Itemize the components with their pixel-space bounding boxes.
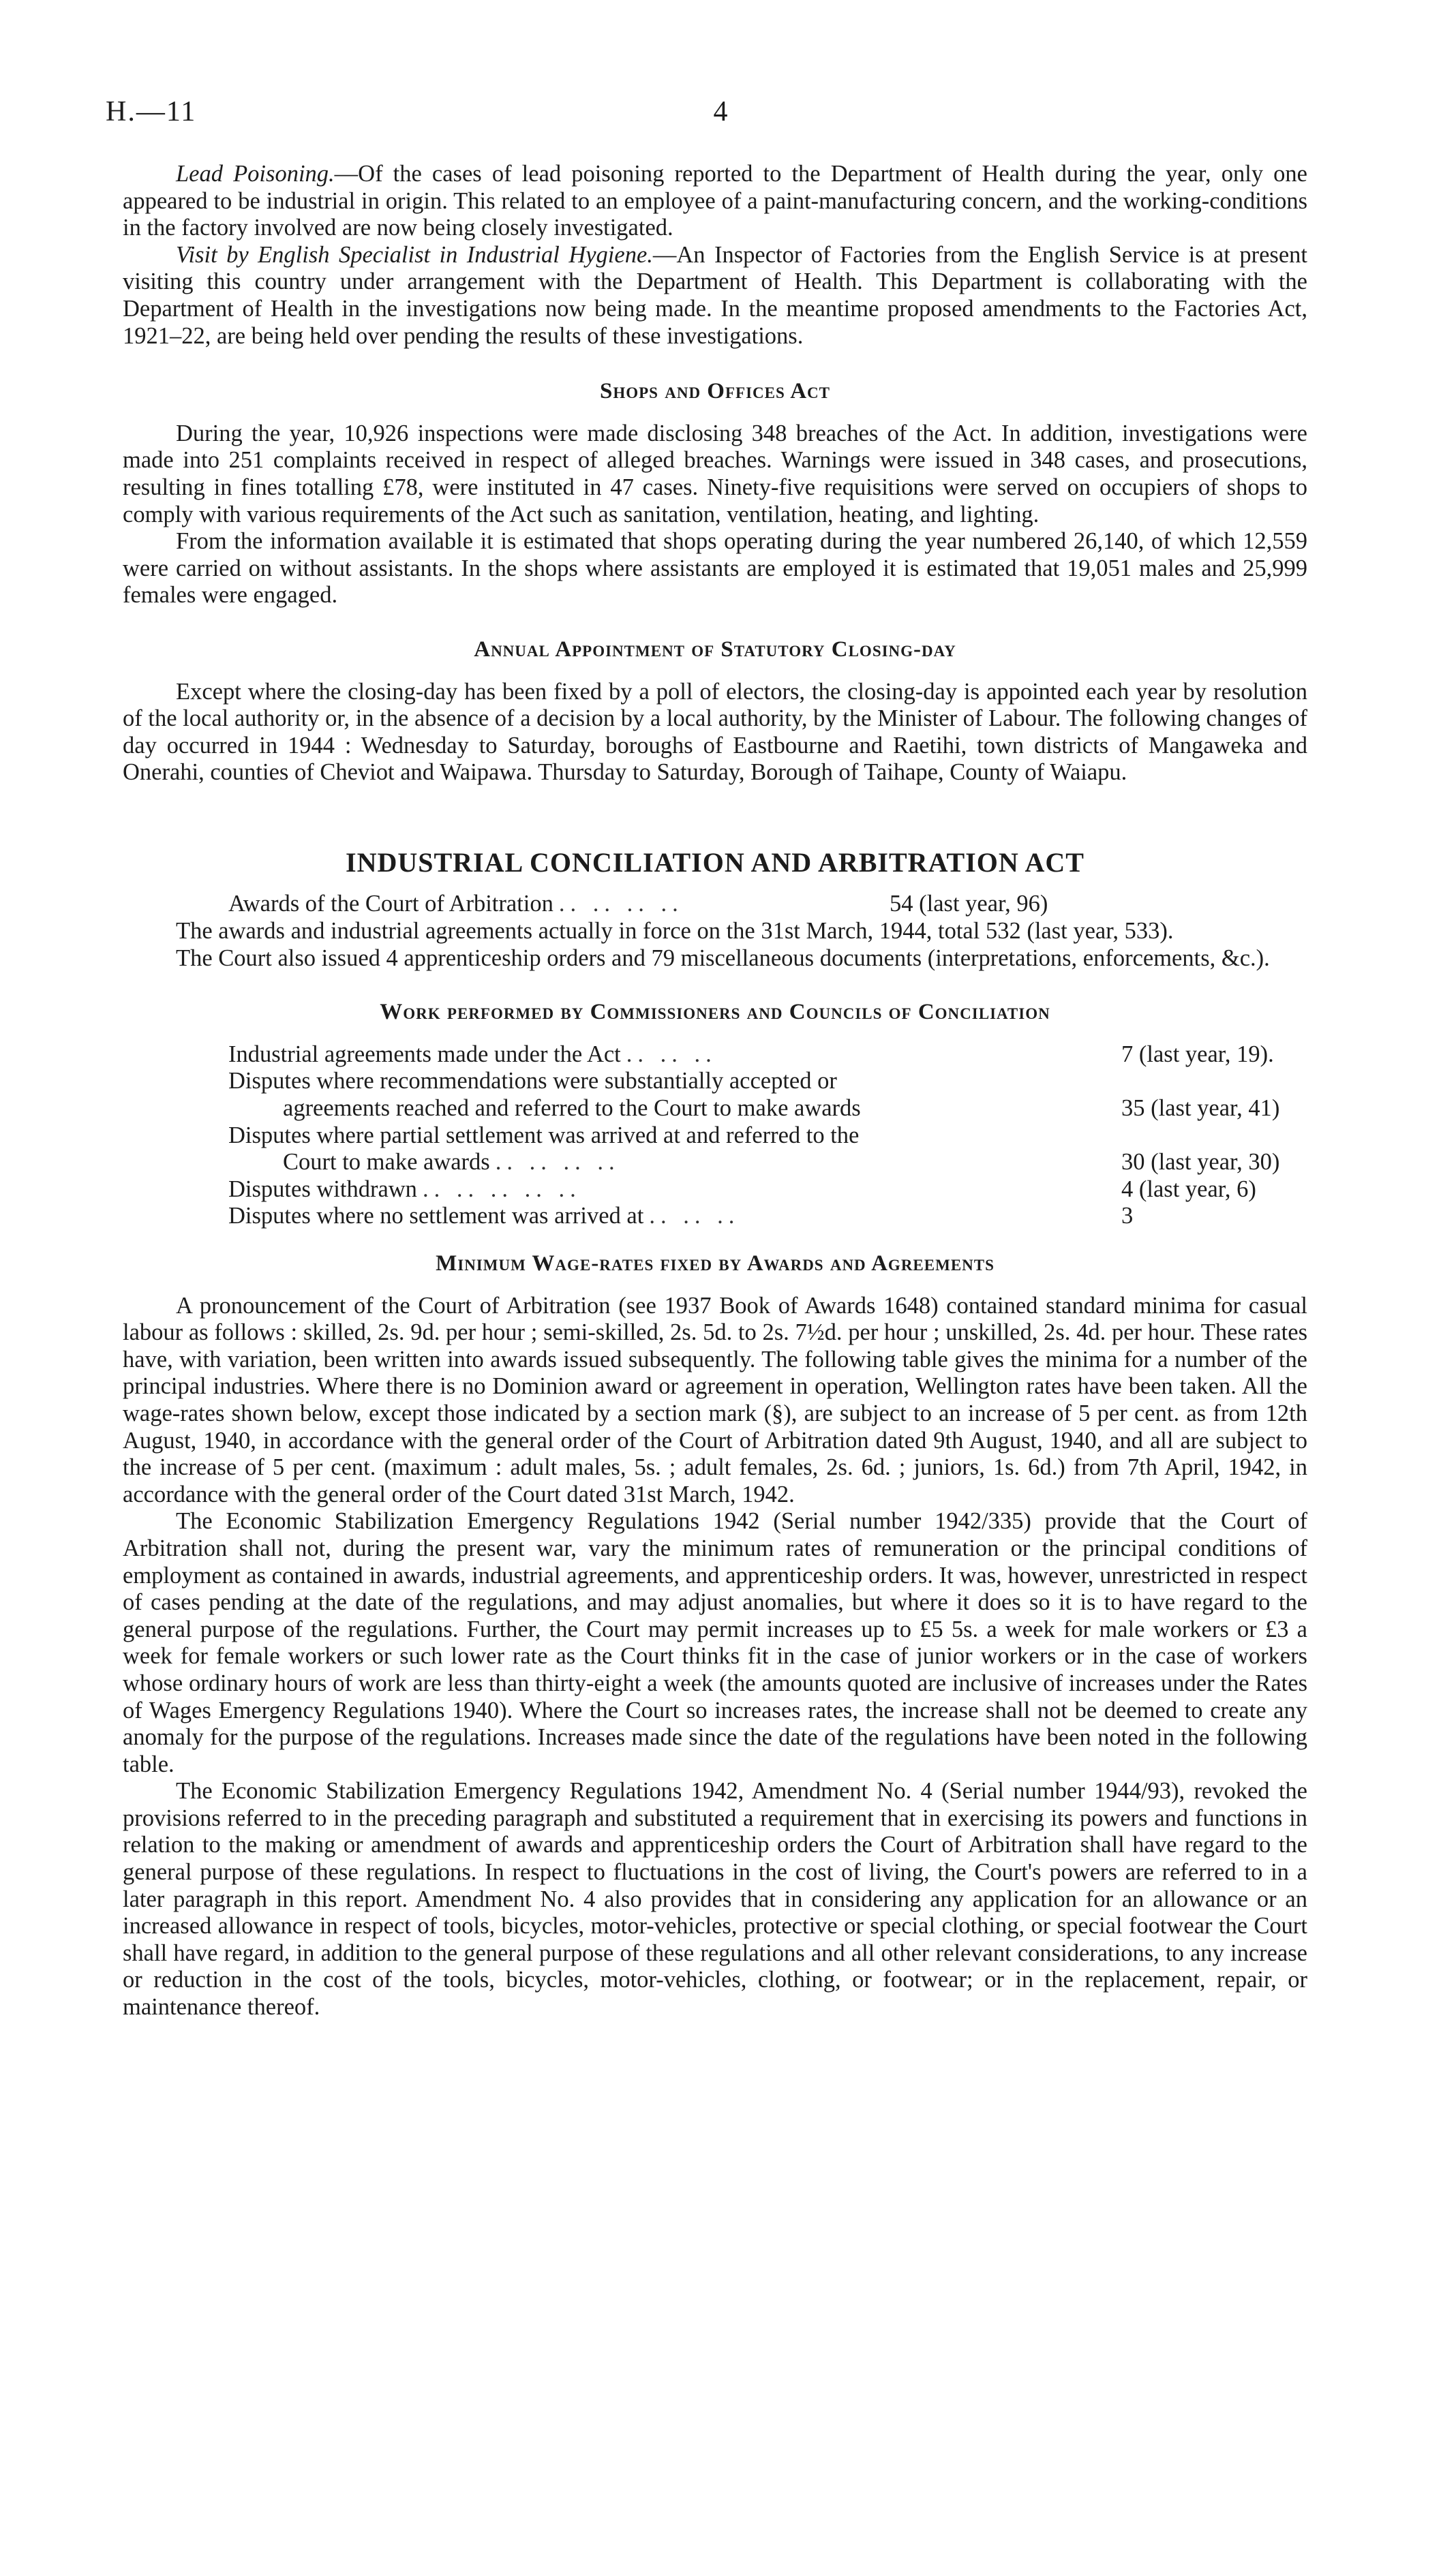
work-row-label: Industrial agreements made under the Act	[228, 1041, 621, 1067]
leader-dots: .. .. .. ..	[495, 1149, 620, 1176]
shops-paragraph-2: From the information available it is estimated that shops operating during the year numbered 26,140, of which 12,559 were carried on without assistants. In the shops where assistants are employed it is estimated that 19,051 males and 25,999 females were engaged.	[123, 528, 1307, 609]
arbitration-paragraph-2: The Court also issued 4 apprenticeship orders and 79 miscellaneous documents (interpretations, enforcements, &c.).	[176, 945, 1270, 971]
work-row-recommendations-line-1: Disputes where recommendations were substantially accepted or	[228, 1068, 837, 1094]
lead-poisoning-body: —Of the cases of lead poisoning reported to the Department of Health during the year, only one appeared to be industrial in origin. This related to an employee of a paint-manufacturing concern, and the working-conditions in the factory involved are now being closely investigated.	[123, 161, 1307, 241]
work-row-withdrawn	[228, 1176, 1326, 1203]
work-row-value: 30 (last year, 30)	[1121, 1149, 1280, 1176]
lead-poisoning-title: Lead Poisoning.	[176, 161, 335, 187]
leader-dots: .. .. ..	[626, 1041, 717, 1067]
visit-paragraph	[123, 242, 1307, 350]
minimum-wage-paragraph-3: The Economic Stabilization Emergency Regulations 1942, Amendment No. 4 (Serial number 1944/93), revoked the provisions referred to in the preceding paragraph and substituted a requirement that in exercising its powers and functions in relation to the making or amendment of awards and apprenticeship orders the Court of Arbitration shall have regard to the general purpose of these regulations. In respect to fluctuations in the cost of living, the Court's powers are referred to in a later paragraph in this report. Amendment No. 4 also provides that in considering any application for an allowance or an increased allowance in respect of tools, bicycles, motor-vehicles, protective or special clothing, or special footwear the Court shall have regard, in addition to the general purpose of these regulations and all other relevant considerations, to any increase or reduction in the cost of the tools, bicycles, motor-vehicles, clothing, or footwear; or in the replacement, repair, or maintenance thereof.	[123, 1778, 1307, 2021]
awards-row	[228, 891, 1183, 918]
minimum-wage-paragraph-1: A pronouncement of the Court of Arbitration (see 1937 Book of Awards 1648) contained standard minima for casual labour as follows : skilled, 2s. 9d. per hour ; semi-skilled, 2s. 5d. to 2s. 7½d. per hour ; unskilled, 2s. 4d. per hour. These rates have, with variation, been written into awards issued subsequently. The following table gives the minima for a number of the principal industries. Where there is no Dominion award or agreement in operation, Wellington rates have been taken. All the wage-rates shown below, except those indicated by a section mark (§), are subject to an increase of 5 per cent. as from 12th August, 1940, in accordance with the general order of the Court of Arbitration dated 9th August, 1940, and all are subject to the increase of 5 per cent. (maximum : adult males, 5s. ; adult females, 2s. 6d. ; juniors, 1s. 6d.) from 7th April, 1942, in accordance with the general order of the Court dated 31st March, 1942.	[123, 1292, 1307, 1507]
arbitration-paragraph-1: The awards and industrial agreements actually in force on the 31st March, 1944, total 532 (last year, 533).	[176, 918, 1174, 945]
work-row-label: Disputes where no settlement was arrived at	[228, 1203, 644, 1229]
work-row-label: Court to make awards	[283, 1149, 490, 1176]
work-row-no-settlement	[228, 1203, 1326, 1230]
page-content	[123, 161, 1307, 2021]
leader-dots: .. .. .. .. ..	[422, 1176, 581, 1202]
awards-value: 54 (last year, 96)	[890, 891, 1048, 917]
leader-dots: .. .. ..	[649, 1203, 740, 1229]
awards-label: Awards of the Court of Arbitration	[228, 891, 553, 917]
work-row-value: 4 (last year, 6)	[1121, 1176, 1256, 1202]
work-row-label: agreements reached and referred to the Court to make awards	[283, 1095, 861, 1122]
work-row-label: Disputes withdrawn	[228, 1176, 417, 1202]
lead-poisoning-paragraph	[123, 161, 1307, 242]
shops-paragraph-1: During the year, 10,926 inspections were made disclosing 348 breaches of the Act. In addition, investigations were made into 251 complaints received in respect of alleged breaches. Warnings were issued in 348 cases, and prosecutions, resulting in fines totalling £78, were instituted in 47 cases. Ninety-five requisitions were served on occupiers of shops to comply with various requirements of the Act such as sanitation, ventilation, heating, and lighting.	[123, 420, 1307, 527]
arbitration-heading: INDUSTRIAL CONCILIATION AND ARBITRATION ACT	[346, 846, 1084, 878]
work-row-agreements	[228, 1041, 1326, 1069]
page-number: 4	[713, 96, 728, 127]
work-heading: Work performed by Commissioners and Councils of Conciliation	[380, 1000, 1050, 1025]
work-row-partial-line-1: Disputes where partial settlement was arrived at and referred to the	[228, 1122, 860, 1148]
shops-heading: Shops and Offices Act	[600, 379, 830, 404]
document-reference: H.—11	[106, 96, 197, 127]
awards-leader-dots: .. .. .. ..	[558, 891, 684, 917]
minimum-wage-heading: Minimum Wage-rates fixed by Awards and Agreements	[436, 1251, 995, 1276]
closing-day-paragraph: Except where the closing-day has been fixed by a poll of electors, the closing-day is appointed each year by resolution of the local authority or, in the absence of a decision by a local authority, by the Minister of Labour. The following changes of day occurred in 1944 : Wednesday to Saturday, boroughs of Eastbourne and Raetihi, town districts of Mangaweka and Onerahi, counties of Cheviot and Waipawa. Thursday to Saturday, Borough of Taihape, County of Waiapu.	[123, 678, 1307, 786]
visit-title: Visit by English Specialist in Industrial Hygiene.	[176, 241, 653, 268]
work-list	[228, 1041, 1326, 1230]
work-row-value: 7 (last year, 19).	[1121, 1041, 1274, 1067]
work-row-partial	[228, 1149, 1326, 1176]
minimum-wage-paragraph-2: The Economic Stabilization Emergency Regulations 1942 (Serial number 1942/335) provide that the Court of Arbitration shall not, during the present war, vary the minimum rates of remuneration or the principal conditions of employment as contained in awards, industrial agreements, and apprenticeship orders. It was, however, unrestricted in respect of cases pending at the date of the regulations, and may adjust anomalies, but where it does so it is to have regard to the general purpose of the regulations. Further, the Court may permit increases up to £5 5s. a week for male workers or £3 a week for female workers or such lower rate as the Court thinks fit in the case of junior workers or in the case of workers whose ordinary hours of work are less than thirty-eight a week (the amounts quoted are inclusive of increases under the Rates of Wages Emergency Regulations 1940). Where the Court so increases rates, the increase shall not be deemed to create any anomaly for the purpose of the regulations. Increases made since the date of the regulations have been noted in the following table.	[123, 1508, 1307, 1777]
page-header	[106, 95, 1335, 136]
visit-body: —An Inspector of Factories from the English Service is at present visiting this country under arrangement with the Department of Health. This Department is collaborating with the Department of Health in the investigations now being made. In the meantime proposed amendments to the Factories Act, 1921–22, are being held over pending the results of these investigations.	[123, 241, 1308, 349]
work-row-value: 3	[1121, 1203, 1134, 1229]
work-row-recommendations	[228, 1095, 1326, 1122]
closing-day-heading: Annual Appointment of Statutory Closing-day	[474, 637, 956, 662]
work-row-value: 35 (last year, 41)	[1121, 1095, 1280, 1122]
